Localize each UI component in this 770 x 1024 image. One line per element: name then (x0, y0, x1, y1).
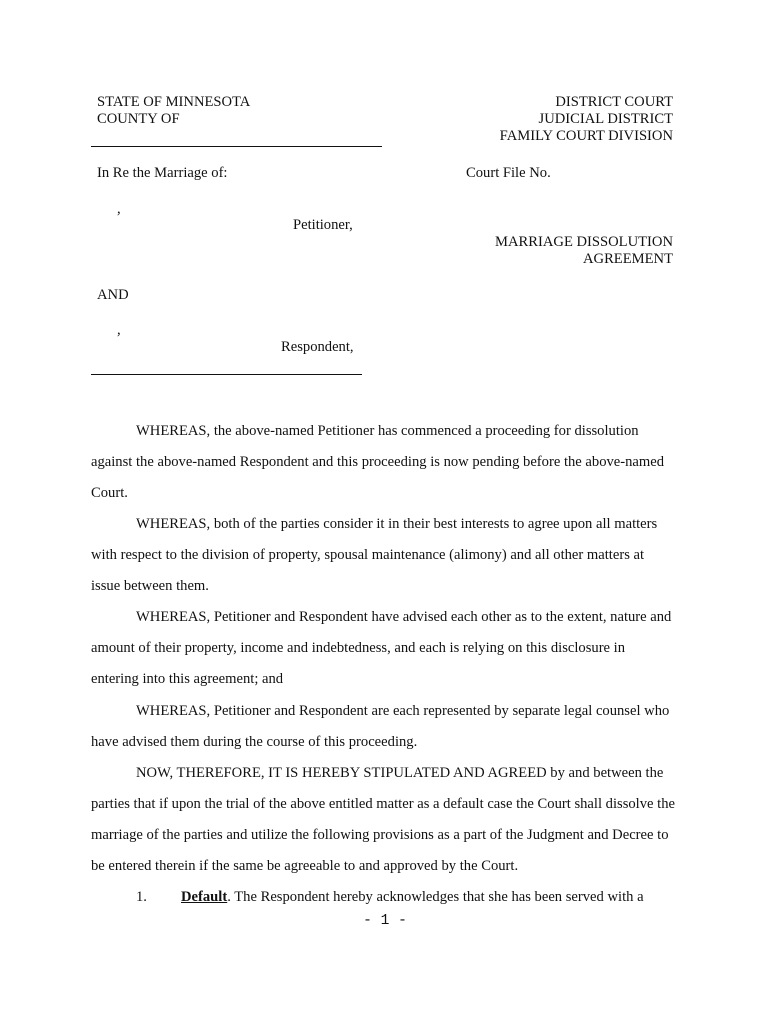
item-text: . The Respondent hereby acknowledges that she has been served with a (227, 889, 644, 905)
paragraph-line: parties that if upon the trial of the above entitled matter as a default case the Court shall dissolve the (91, 796, 675, 812)
document-title-line2: AGREEMENT (583, 251, 673, 267)
paragraph-line: be entered therein if the same be agreeable to and approved by the Court. (91, 858, 519, 874)
paragraph-line: WHEREAS, both of the parties consider it in their best interests to agree upon all matters (136, 516, 658, 532)
paragraph-line: with respect to the division of property, spousal maintenance (alimony) and all other matters at (91, 547, 645, 563)
caption-underline (91, 374, 362, 375)
petitioner-label: Petitioner, (293, 217, 353, 233)
court-label: DISTRICT COURT (555, 94, 673, 110)
paragraph-line: have advised them during the course of this proceeding. (91, 734, 418, 750)
respondent-name-blank: , (117, 322, 121, 338)
header-underline (91, 146, 382, 147)
division-label: FAMILY COURT DIVISION (499, 128, 673, 144)
item-number: 1. (136, 889, 147, 905)
and-label: AND (97, 287, 129, 303)
court-file-label: Court File No. (466, 165, 551, 181)
paragraph-line: WHEREAS, the above-named Petitioner has commenced a proceeding for dissolution (136, 423, 639, 439)
page-number: - 1 - (363, 913, 407, 929)
paragraph-line: WHEREAS, Petitioner and Respondent have advised each other as to the extent, nature and (136, 609, 672, 625)
item-line (181, 889, 644, 906)
paragraph-line: WHEREAS, Petitioner and Respondent are each represented by separate legal counsel who (136, 703, 670, 719)
state-label: STATE OF MINNESOTA (97, 94, 251, 110)
document-title-line1: MARRIAGE DISSOLUTION (495, 234, 673, 250)
paragraph-line: marriage of the parties and utilize the following provisions as a part of the Judgment and Decree to (91, 827, 669, 843)
respondent-label: Respondent, (281, 339, 354, 355)
district-label: JUDICIAL DISTRICT (538, 111, 673, 127)
paragraph-line: issue between them. (91, 578, 209, 594)
in-re-label: In Re the Marriage of: (97, 165, 228, 181)
paragraph-line: against the above-named Respondent and this proceeding is now pending before the above-named (91, 454, 665, 470)
paragraph-line: Court. (91, 485, 128, 501)
paragraph-line: amount of their property, income and indebtedness, and each is relying on this disclosure in (91, 640, 626, 656)
petitioner-name-blank: , (117, 201, 121, 217)
county-label: COUNTY OF (97, 111, 180, 127)
paragraph-line: NOW, THEREFORE, IT IS HEREBY STIPULATED AND AGREED by and between the (136, 765, 664, 781)
paragraph-line: entering into this agreement; and (91, 671, 284, 687)
item-heading: Default (181, 889, 228, 905)
